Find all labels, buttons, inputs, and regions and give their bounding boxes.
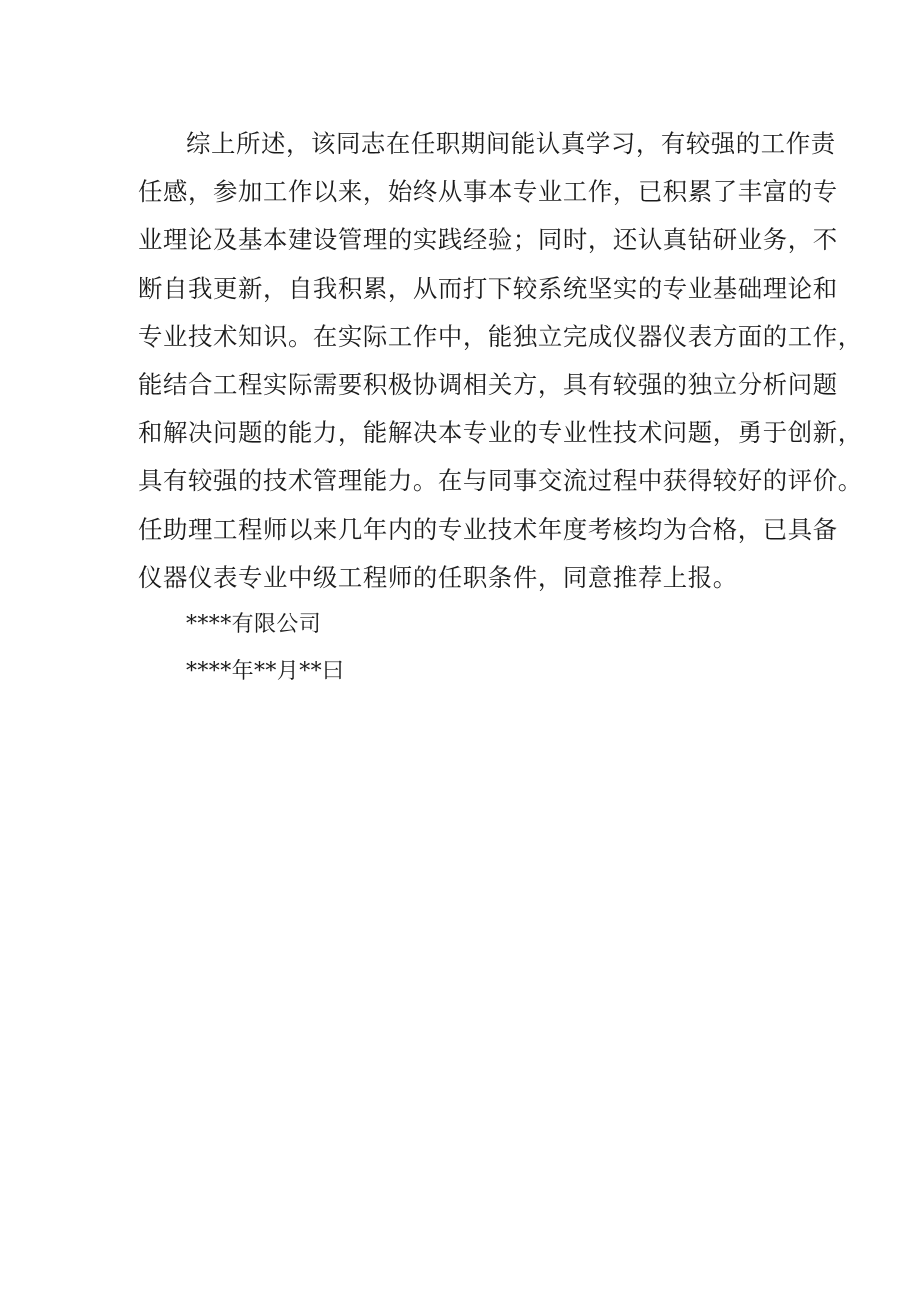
recommendation-paragraph	[138, 120, 863, 602]
paragraph-line: 能结合工程实际需要积极协调相关方，具有较强的独立分析问题	[138, 369, 838, 399]
paragraph-line: 业理论及基本建设管理的实践经验；同时，还认真钻研业务，不	[138, 225, 838, 255]
signature-block	[186, 601, 344, 695]
company-name: ****有限公司	[186, 612, 322, 637]
paragraph-line: 任助理工程师以来几年内的专业技术年度考核均为合格，已具备	[138, 514, 838, 544]
paragraph-line: 具有较强的技术管理能力。在与同事交流过程中获得较好的评价。	[138, 466, 863, 496]
paragraph-line: 仪器仪表专业中级工程师的任职条件，同意推荐上报。	[138, 562, 738, 592]
signature-date: ****年**月**曰	[186, 659, 345, 684]
paragraph-line: 专业技术知识。在实际工作中，能独立完成仪器仪表方面的工作，	[138, 321, 863, 351]
paragraph-line: 任感，参加工作以来，始终从事本专业工作，已积累了丰富的专	[138, 177, 838, 207]
paragraph-line: 和解决问题的能力，能解决本专业的专业性技术问题，勇于创新，	[138, 418, 863, 448]
paragraph-line: 断自我更新，自我积累，从而打下较系统坚实的专业基础理论和	[138, 273, 838, 303]
paragraph-line: 综上所述，该同志在任职期间能认真学习，有较强的工作责	[186, 129, 836, 158]
